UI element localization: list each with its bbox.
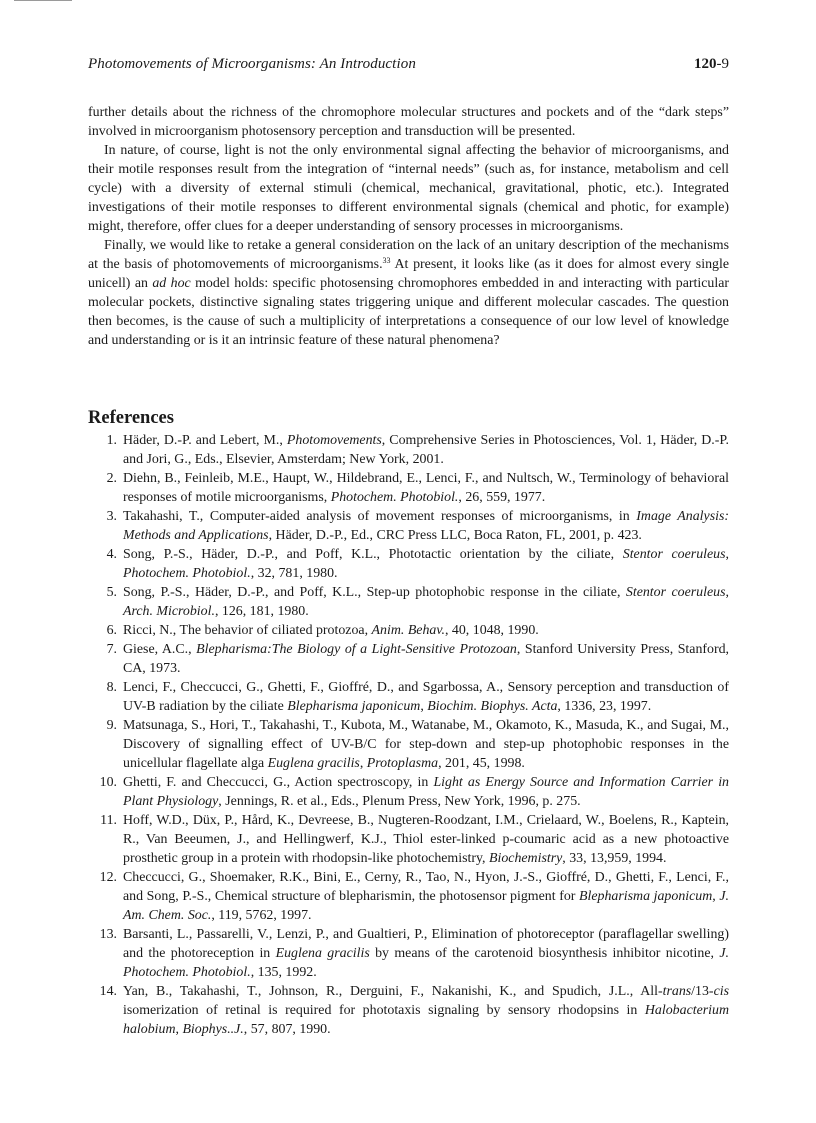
reference-number: 8.	[106, 680, 117, 695]
text-run: ,	[712, 889, 720, 904]
text-run: Lenci, F., Checcucci, G., Ghetti, F., Gioffré, D., and Sgarbossa, A., Sensory perception and transduction of UV-B radiation by the ciliate	[123, 680, 729, 714]
italic-text: Image Analysis: Methods and Applications	[123, 509, 729, 543]
reference-item	[88, 868, 729, 925]
text-run: ,	[175, 1022, 183, 1037]
italic-text: trans	[662, 984, 692, 999]
reference-item	[88, 640, 729, 678]
text-run: , Jennings, R. et al., Eds., Plenum Press, New York, 1996, p. 275.	[218, 794, 581, 809]
reference-number: 5.	[106, 585, 117, 600]
text-run: Barsanti, L., Passarelli, V., Lenzi, P., and Gualtieri, P., Elimination of photoreceptor (paraflagellar swelling) and the photoreception in	[123, 927, 729, 961]
reference-item	[88, 507, 729, 545]
text-run: by means of the carotenoid biosynthesis inhibitor nicotine,	[369, 946, 720, 961]
reference-number: 10.	[99, 775, 117, 790]
reference-item	[88, 811, 729, 868]
italic-text: Blepharisma japonicum	[287, 699, 421, 714]
text-run: /13-	[691, 984, 714, 999]
italic-text: Stentor coeruleus	[622, 547, 726, 562]
text-run: ,	[359, 756, 367, 771]
reference-number: 12.	[99, 870, 117, 885]
text-run: Hoff, W.D., Düx, P., Hård, K., Devreese, B., Nugteren-Roodzant, I.M., Crielaard, W., Boelens, R., Kaptein, R., Van Beeumen, J., and Hellingwerf, K.J., Thiol ester-linked p-coumaric acid as a new photoactive prosthetic group in a protein with rhodopsin-like photochemistry,	[123, 813, 729, 866]
italic-text: Blepharisma japonicum	[579, 889, 713, 904]
italic-text: cis	[713, 984, 729, 999]
text-run: Ghetti, F. and Checcucci, G., Action spectroscopy, in	[123, 775, 434, 790]
reference-item	[88, 545, 729, 583]
text-run: Diehn, B., Feinleib, M.E., Haupt, W., Hildebrand, E., Lenci, F., and Nultsch, W., Terminology of behavioral responses of motile microorganisms,	[123, 471, 729, 505]
text-run: , 1336, 23, 1997.	[557, 699, 652, 714]
reference-item	[88, 621, 729, 640]
text-run: Checcucci, G., Shoemaker, R.K., Bini, E., Cerny, R., Tao, N., Hyon, J.-S., Gioffré, D., Ghetti, F., Lenci, F., and Song, P.-S., Chemical structure of blepharismin, the photosensor pigment for	[123, 870, 729, 904]
italic-text: Biochim. Biophys. Acta	[427, 699, 558, 714]
page-number-page: -9	[716, 56, 729, 72]
body-paragraph	[88, 141, 729, 236]
italic-text: Anim. Behav.	[371, 623, 445, 638]
reference-number: 13.	[99, 927, 117, 942]
italic-text: Light as Energy Source and Information Carrier in Plant Physiology	[123, 775, 729, 809]
italic-text: Biophys..J.	[182, 1022, 244, 1037]
italic-text: Biochemistry	[488, 851, 563, 866]
running-title: Photomovements of Microorganisms: An Introduction	[88, 56, 416, 72]
reference-number: 14.	[99, 984, 117, 999]
text-run: , Comprehensive Series in Photosciences, Vol. 1, Häder, D.-P. and Jori, G., Eds., Elsevier, Amsterdam; New York, 2001.	[123, 433, 729, 467]
reference-item	[88, 469, 729, 507]
text-run: Häder, D.-P. and Lebert, M.,	[123, 433, 287, 448]
italic-text: Photomovements	[286, 433, 382, 448]
reference-item	[88, 678, 729, 716]
italic-text: Photochem. Photobiol.	[330, 490, 459, 505]
italic-text: ad hoc	[152, 276, 191, 291]
italic-text: Stentor coeruleus	[625, 585, 726, 600]
italic-text: Blepharisma:The Biology of a Light-Sensitive Protozoan	[196, 642, 517, 657]
text-run: ,	[725, 585, 729, 600]
reference-number: 11.	[100, 813, 117, 828]
reference-number: 6.	[106, 623, 117, 638]
citation-superscript: 33	[382, 256, 391, 265]
text-run: further details about the richness of the chromophore molecular structures and pockets and of the “dark steps” involved in microorganism photosensory perception and transduction will be presented.	[88, 105, 729, 139]
reference-number: 7.	[106, 642, 117, 657]
text-run: , 32, 781, 1980.	[250, 566, 338, 581]
body-text	[88, 103, 729, 350]
text-run: Song, P.-S., Häder, D.-P., and Poff, K.L., Step-up photophobic response in the ciliate,	[123, 585, 626, 600]
text-run: , 135, 1992.	[250, 965, 317, 980]
reference-number: 3.	[106, 509, 117, 524]
italic-text: J. Am. Chem. Soc.	[123, 889, 729, 923]
reference-item	[88, 583, 729, 621]
reference-item	[88, 982, 729, 1039]
text-run: Takahashi, T., Computer-aided analysis of movement responses of microorganisms, in	[123, 509, 637, 524]
body-paragraph	[88, 103, 729, 141]
reference-item	[88, 773, 729, 811]
reference-number: 9.	[106, 718, 117, 733]
italic-text: Halobacterium halobium	[123, 1003, 729, 1037]
text-run: ,	[725, 547, 729, 562]
text-run: isomerization of retinal is required for phototaxis signaling by sensory rhodopsins in	[123, 1003, 645, 1018]
text-run: Yan, B., Takahashi, T., Johnson, R., Derguini, F., Nakanishi, K., and Spudich, J.L., All-	[123, 984, 663, 999]
references-heading: References	[88, 408, 174, 428]
reference-number: 2.	[106, 471, 117, 486]
text-run: , 57, 807, 1990.	[243, 1022, 331, 1037]
text-run: In nature, of course, light is not the only environmental signal affecting the behavior of microorganisms, and their motile responses result from the integration of “internal needs” (such as, for instance, metabolism and cell cycle) with a diversity of external stimuli (chemical, mechanical, gravitational, photic, etc.). Integrated investigations of their motile responses to different environmental signals (chemical and photic, for example) might, therefore, offer clues for a deeper understanding of sensory processes in microorganisms.	[88, 143, 729, 234]
reference-item	[88, 431, 729, 469]
italic-text: Photochem. Photobiol.	[123, 566, 251, 581]
text-run: , 126, 181, 1980.	[214, 604, 309, 619]
text-run: Giese, A.C.,	[123, 642, 197, 657]
italic-text: Euglena gracilis	[267, 756, 360, 771]
text-run: , Häder, D.-P., Ed., CRC Press LLC, Boca Raton, FL, 2001, p. 423.	[268, 528, 642, 543]
text-run: , 201, 45, 1998.	[438, 756, 525, 771]
text-run: model holds: specific photosensing chromophores embedded in and interacting with particular molecular pockets, distinctive signaling states triggering unique and different molecular cascades. The question then becomes, is the cause of such a multiplicity of interpretations a consequence of our low level of knowledge and understanding or is it an intrinsic feature of these natural phenomena?	[88, 276, 730, 348]
text-run: At present, it looks like (as it does for almost every single unicell) an	[88, 257, 729, 291]
text-run: , 119, 5762, 1997.	[211, 908, 312, 923]
italic-text: Euglena gracilis	[275, 946, 370, 961]
italic-text: Arch. Microbiol.	[123, 604, 215, 619]
page-number	[694, 56, 729, 73]
text-run: , 33, 13,959, 1994.	[562, 851, 667, 866]
text-run: , 26, 559, 1977.	[458, 490, 546, 505]
reference-number: 1.	[106, 433, 117, 448]
running-header	[88, 56, 729, 78]
italic-text: J. Photochem. Photobiol.	[123, 946, 729, 980]
top-edge-rule	[14, 0, 72, 1]
text-run: Song, P.-S., Häder, D.-P., and Poff, K.L., Phototactic orientation by the ciliate,	[123, 547, 623, 562]
body-paragraph	[88, 236, 729, 350]
reference-item	[88, 925, 729, 982]
reference-item	[88, 716, 729, 773]
page-number-chapter: 120	[694, 56, 717, 72]
italic-text: Protoplasma	[366, 756, 439, 771]
text-run: Finally, we would like to retake a general consideration on the lack of an unitary description of the mechanisms at the basis of photomovements of microorganisms.	[88, 238, 729, 272]
text-run: Ricci, N., The behavior of ciliated protozoa,	[123, 623, 372, 638]
text-run: ,	[420, 699, 428, 714]
text-run: , 40, 1048, 1990.	[444, 623, 539, 638]
references-list	[88, 431, 729, 1039]
reference-number: 4.	[106, 547, 117, 562]
text-run: Matsunaga, S., Hori, T., Takahashi, T., Kubota, M., Watanabe, M., Okamoto, K., Masuda, K., and Sugai, M., Discovery of signalling effect of UV-B/C for step-down and step-up photophobic responses in the unicellular flagellate alga	[123, 718, 729, 771]
text-run: , Stanford University Press, Stanford, CA, 1973.	[123, 642, 730, 676]
